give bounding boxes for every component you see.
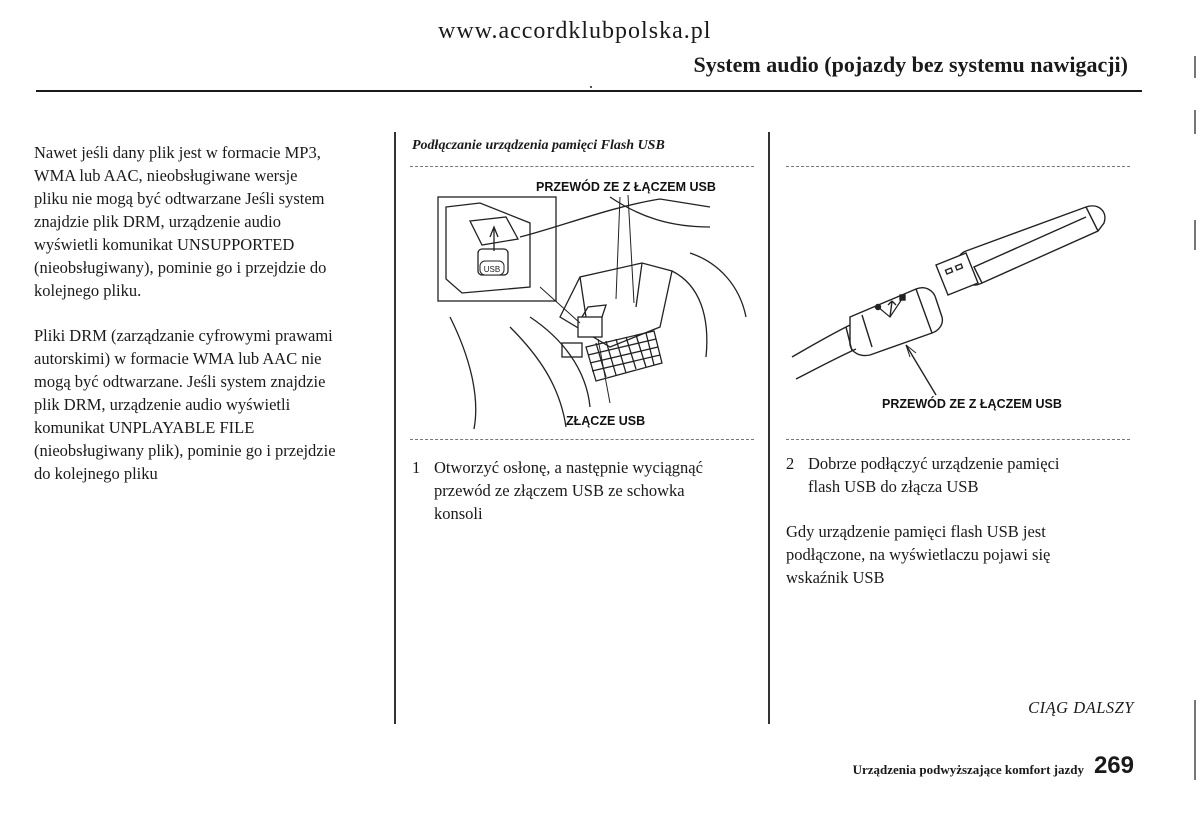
edge-mark [1194,56,1196,78]
chapter-footer: Urządzenia podwyższające komfort jazdy [852,762,1084,777]
cable-label: PRZEWÓD ZE Z ŁĄCZEM USB [536,180,716,194]
usb-flash-figure [786,166,1130,440]
step-1 [412,456,762,528]
console-illustration [410,167,754,439]
edge-mark [1194,220,1196,250]
edge-mark [1194,110,1196,134]
drm-unplayable-paragraph: Pliki DRM (zarządzanie cyfrowymi prawami autorskimi) w formacie WMA lub AAC nie mogą być odtwarzane. Jeśli system znajdzie plik DRM, urządzenie audio wyświetli komunikat UNPLAYABLE FILE (nieobsługiwany plik), pominie go i przejdzie do kolejnego pliku [34,326,336,483]
drm-unsupported-paragraph: Nawet jeśli dany plik jest w formacie MP3, WMA lub AAC, nieobsługiwane wersje pliku nie mogą być odtwarzane Jeśli system znajdzie plik DRM, urządzenie audio wyświetli komunikat UNSUPPORTED (nieobsługiwany), pominie go i przejdzie do kolejnego pliku. [34,143,327,300]
site-url: www.accordklubpolska.pl [438,18,712,44]
step-2-text: Dobrze podłączyć urządzenie pamięci flash USB do złącza USB [808,454,1060,496]
usb-indicator-paragraph: Gdy urządzenie pamięci flash USB jest podłączone, na wyświetlaczu pojawi się wskaźnik USB [786,522,1051,587]
page-number: 269 [1093,752,1134,779]
continued-label: CIĄG DALSZY [1028,698,1134,717]
cable-label-2: PRZEWÓD ZE Z ŁĄCZEM USB [882,397,1062,411]
connector-label: ZŁĄCZE USB [566,414,646,428]
step-2-number: 2 [786,454,795,473]
console-usb-figure [410,166,754,440]
usb-tag-text: USB [483,265,501,274]
header-rule [36,90,1142,92]
section-title: System audio (pojazdy bez systemu nawigacji) [693,52,1128,77]
step-1-text: Otworzyć osłonę, a następnie wyciągnąć przewód ze złączem USB ze schowka konsoli [434,458,703,523]
scan-speck [590,86,592,88]
column-divider-right [768,132,770,724]
step-1-number: 1 [412,458,421,477]
usb-connection-caption: Podłączanie urządzenia pamięci Flash USB [412,138,665,153]
step-2 [786,452,1136,500]
edge-mark [1194,700,1196,780]
column-divider-left [394,132,396,724]
